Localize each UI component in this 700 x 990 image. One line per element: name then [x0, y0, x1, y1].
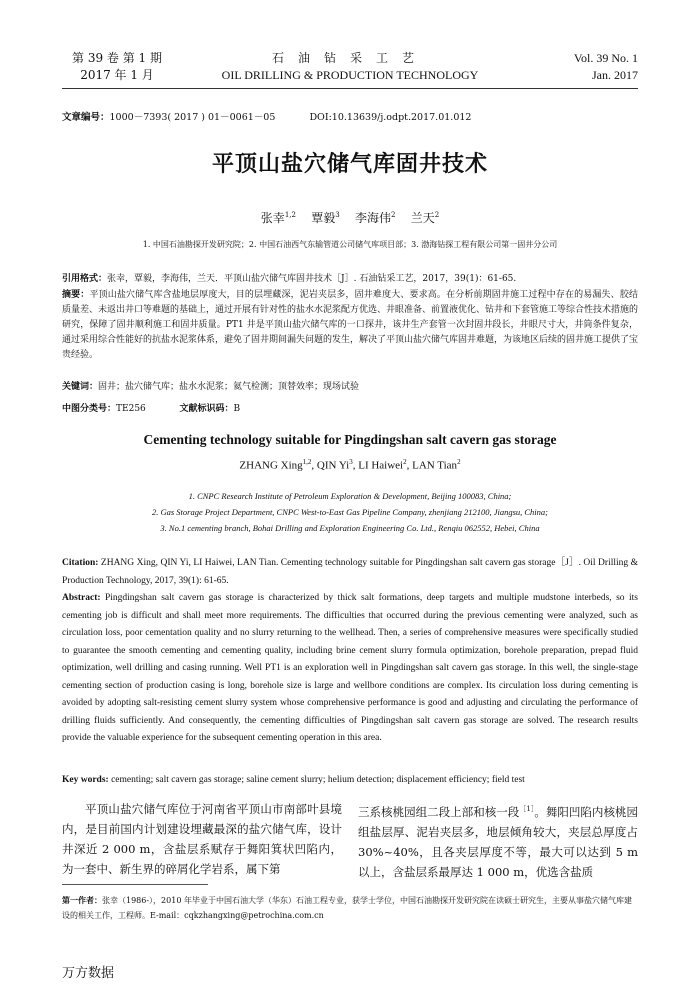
body-right-text: 三系核桃园组二段上部和核一段 [358, 804, 520, 819]
title-cn: 平顶山盐穴储气库固井技术 [211, 152, 488, 177]
footnote-label: 第一作者： [62, 896, 102, 905]
citation-cn [62, 272, 638, 287]
author-sup-en: 1,2 [302, 458, 312, 466]
author-name-en: LAN Tian [412, 459, 458, 472]
affiliation-en-1: 1. CNPC Research Institute of Petroleum Exploration & Development, Beijing 100083, China; [188, 491, 512, 501]
abstract-cn-label: 摘要： [62, 290, 90, 300]
body-right-text-cont: 。舞阳凹陷内核桃园组盐层厚、泥岩夹层多，地层倾角较大，夹层总厚度占 30%~40%，且各夹层厚度不等，最大可以达到 5 m 以上，含盐层系最厚达 1 000 m，优选含盐质 [358, 804, 638, 879]
affiliation-en-2: 2. Gas Storage Project Department, CNPC West-to-East Gas Pipeline Company, zhenjiang 212100, Jiangsu, China; [151, 507, 548, 517]
author-name-en: QIN Yi [316, 459, 350, 472]
journal-name-en: OIL DRILLING & PRODUCTION TECHNOLOGY [221, 68, 479, 82]
keywords-en-label: Key words: [62, 775, 109, 785]
author-name: 张幸 [260, 211, 285, 225]
author-sup-en: 2 [403, 458, 407, 466]
author-footnote [62, 893, 638, 923]
doi: DOI:10.13639/j.odpt.2017.01.012 [309, 112, 472, 123]
author-sup: 2 [390, 211, 396, 219]
title-en: Cementing technology suitable for Pingdingshan salt cavern gas storage [143, 432, 557, 447]
author-sup-en: 2 [457, 458, 461, 466]
article-no: 1000－7393( 2017 ) 01－0061－05 [109, 112, 276, 123]
citation-cn-label: 引用格式： [62, 274, 108, 284]
keywords-cn-label: 关键词： [62, 382, 99, 392]
abstract-cn-text: 平顶山盐穴储气库含盐地层厚度大，目的层埋藏深，泥岩夹层多，固井难度大、要求高。在分析前期固井施工过程中存在的易漏失、胶结质量差、未返出井口等难题的基础上，通过开展有针对性的盐水水泥浆配方优选、井眼准备、前置液优化、钻井和下套管施工等综合性技术措施的研究，保障了固井顺利施工和固井质量。PT1 井是平顶山盐穴储气库的一口探井，该井生产套管一次封固井段长，井眼尺寸大，井筒条件复杂，通过采用综合性能好的抗盐水泥浆体系，避免了固井期间漏失问题的发生，解决了平顶山盐穴储气库固井难题，为该地区后续的固井施工提供了宝贵经验。 [62, 290, 639, 360]
volume-issue: 第 39 卷 第 1 期 [72, 51, 162, 65]
classification-cn [62, 402, 638, 417]
citation-en-text: ZHANG Xing, QIN Yi, LI Haiwei, LAN Tian. Cementing technology suitable for Pingdingshan salt cavern gas storage［J］. Oil Drilling & Production Technology, 2017, 39(1): 61-65. [62, 558, 638, 586]
article-meta [62, 109, 642, 123]
journal-name [200, 50, 500, 84]
journal-volume-issue [62, 50, 172, 84]
footnote-text: 张幸（1986-），2010 年毕业于中国石油大学（华东）石油工程专业，获学士学位，中国石油勘探开发研究院在读硕士研究生，主要从事盐穴储气库建设的相关工作，工程师。E-mail：cqkzhangxing@petrochina.com.cn [62, 896, 632, 920]
author-sup-en: 3 [349, 458, 353, 466]
volume-en: Vol. 39 No. 1 [573, 51, 638, 65]
date-en: Jan. 2017 [592, 68, 638, 82]
citation-cn-text: 张幸，覃毅，李海伟，兰天．平顶山盐穴储气库固井技术［J］. 石油钻采工艺，2017，39(1)：61-65. [107, 274, 517, 284]
author-sup: 1,2 [284, 211, 296, 219]
abstract-en-label: Abstract: [62, 593, 101, 603]
keywords-cn [62, 380, 638, 395]
author-name-en: ZHANG Xing [239, 459, 303, 472]
abstract-en-text: Pingdingshan salt cavern gas storage is characterized by thick salt formations, deep targets and multiple mudstone interbeds, so its cementing job is difficult and shall meet more requirements. The difficulties that occurred during the previous cementing were analyzed, such as circulation loss, poor cementation quality and no slurry returning to the wellhead. Then, a series of comprehensive measures were specifically studied to guarantee the smooth cementing and cementing quality, including brine cement slurry formula optimization, borehole preparation, prepad fluid optimization, well drilling and casing running. Well PT1 is an exploration well in Pingdingshan salt cavern gas storage. In this well, the single-stage cementing section of production casing is long, borehole size is large and wellbore conditions are complex. Its circulation loss during cementing is avoided by adopting salt-resisting cement slurry system whose comprehensive performance is good and adjusting and circulating the performance of drilling fluids sufficiently. And consequently, the cementing difficulties of Pingdingshan salt cavern gas storage are solved. The research results provide the valuable experience for the subsequent cementing operation in this area. [62, 593, 639, 743]
affiliations-cn: 1. 中国石油勘探开发研究院；2. 中国石油西气东输管道公司储气库项目部；3. 渤海钻探工程有限公司第一固井分公司 [142, 240, 558, 249]
doc-code-label: 文献标识码： [179, 404, 234, 414]
clc-code: TE256 [116, 404, 146, 414]
author-name: 兰天 [410, 211, 435, 225]
issue-date: 2017 年 1 月 [80, 68, 154, 82]
body-left-column: 平顶山盐穴储气库位于河南省平顶山市南部叶县境内，是目前国内计划建设埋藏最深的盐穴储气库，设计井深近 2 000 m，含盐层系赋存于舞阳箕状凹陷内，为一套中、新生界的碎屑化学岩系，属下第 [62, 802, 342, 876]
keywords-en [62, 772, 638, 790]
author-sup: 3 [335, 211, 340, 219]
journal-volume-en [574, 50, 638, 84]
author-sup: 2 [434, 211, 440, 219]
wanfang-watermark: 万方数据 [62, 966, 115, 981]
author-name-en: LI Haiwei [358, 459, 404, 472]
body-right-column [358, 799, 638, 882]
keywords-cn-text: 固井；盐穴储气库；盐水水泥浆；氦气检测；顶替效率；现场试验 [98, 382, 360, 392]
affiliation-en-3: 3. No.1 cementing branch, Bohai Drilling and Exploration Engineering Co. Ltd., Renqiu 062552, Hebei, China [160, 523, 540, 533]
authors-en: ZHANG Xing$^{1,2}$, QIN Yi$^3$, LI Haiwei$^2$, LAN Tian$^2$ [239, 458, 461, 472]
reference-mark: ［1］ [519, 805, 535, 813]
journal-name-cn: 石油钻采工艺 [271, 51, 428, 65]
footnote-rule [62, 884, 208, 885]
article-no-label: 文章编号： [62, 112, 110, 123]
authors-cn [0, 209, 700, 226]
author-name: 李海伟 [354, 211, 391, 225]
keywords-en-text: cementing; salt cavern gas storage; saline cement slurry; helium detection; displacement efficiency; field test [111, 775, 525, 785]
abstract-cn [62, 288, 638, 363]
citation-en-label: Citation: [62, 558, 99, 568]
abstract-en [62, 590, 638, 748]
doc-code: B [233, 404, 241, 414]
clc-label: 中图分类号： [62, 404, 117, 414]
citation-en [62, 555, 638, 590]
author-name: 覃毅 [311, 211, 336, 225]
header-rule [62, 88, 638, 89]
